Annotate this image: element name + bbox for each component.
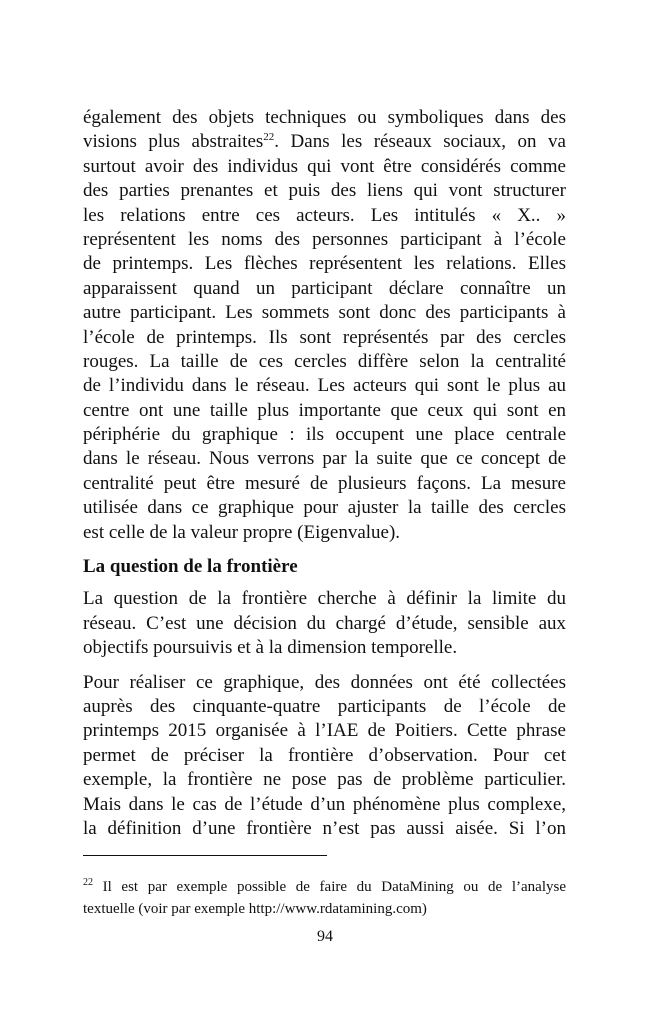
text-line: périphérie du graphique : ils occupent une place centrale [83, 424, 566, 446]
text-line: Pour réaliser ce graphique, des données ont été collectées [83, 671, 566, 693]
footnote-ref[interactable]: 22 [263, 131, 275, 144]
text-line: auprès des cinquante-quatre participants de l’école de [83, 696, 566, 717]
text-fragment: Il est par exemple possible de faire du DataMining ou de l’analyse [93, 879, 566, 895]
text-line: réseau. C’est une décision du chargé d’étude, sensible aux [83, 612, 566, 634]
text-line: de l’individu dans le réseau. Les acteurs qui sont le plus au [83, 375, 566, 397]
footnote-number: 22 [83, 877, 93, 888]
page-number: 94 [317, 928, 333, 945]
text-line: de printemps. Les flèches représentent les relations. Elles [83, 253, 566, 275]
text-line: représentent les noms des personnes participant à l’école [83, 228, 566, 250]
text-line: centralité peut être mesuré de plusieurs façons. La mesure [83, 472, 566, 494]
text-line: également des objets techniques ou symboliques dans des [83, 107, 566, 128]
text-line: exemple, la frontière ne pose pas de problème particulier. [83, 769, 566, 791]
text-line [83, 130, 566, 154]
text-line: l’école de printemps. Ils sont représentés par des cercles [83, 326, 566, 348]
text-line: utilisée dans ce graphique pour ajuster la taille des cercles [83, 497, 566, 519]
text-line: la définition d’une frontière n’est pas aussi aisée. Si l’on [83, 817, 566, 839]
text-line: surtout avoir des individus qui vont être considérés comme [83, 155, 566, 177]
paragraph-1 [83, 106, 566, 545]
text-line: rouges. La taille de ces cercles diffère selon la centralité [83, 350, 566, 372]
page-body [83, 106, 566, 841]
text-line: Mais dans le cas de l’étude d’un phénomène plus complexe, [83, 793, 566, 815]
text-line: centre ont une taille plus importante que ceux qui sont en [83, 399, 566, 421]
footnote-line [83, 876, 566, 898]
paragraph-2 [83, 587, 566, 660]
footnote-separator [83, 855, 327, 856]
text-line: permet de préciser la frontière d’observation. Pour cet [83, 744, 566, 766]
footnote [83, 876, 566, 920]
section-heading: La question de la frontière [83, 556, 298, 578]
text-line: des parties prenantes et puis des liens qui vont structurer [83, 180, 566, 202]
text-line: est celle de la valeur propre (Eigenvalue). [83, 521, 401, 543]
text-line: La question de la frontière cherche à définir la limite du [83, 588, 566, 610]
text-line: autre participant. Les sommets sont donc des participants à [83, 302, 566, 324]
text-line: objectifs poursuivis et à la dimension temporelle. [83, 637, 458, 659]
text-line: printemps 2015 organisée à l’IAE de Poitiers. Cette phrase [83, 720, 566, 742]
text-line: dans le réseau. Nous verrons par la suite que ce concept de [83, 448, 566, 470]
text-line: apparaissent quand un participant déclare connaître un [83, 277, 566, 299]
text-fragment: visions plus abstraites [83, 131, 264, 153]
text-fragment: . Dans les réseaux sociaux, on va [274, 131, 566, 153]
footnote-line: textuelle (voir par exemple http://www.rdatamining.com) [83, 901, 427, 917]
paragraph-3 [83, 671, 566, 842]
text-line: les relations entre ces acteurs. Les intitulés « X.. » [83, 204, 566, 226]
